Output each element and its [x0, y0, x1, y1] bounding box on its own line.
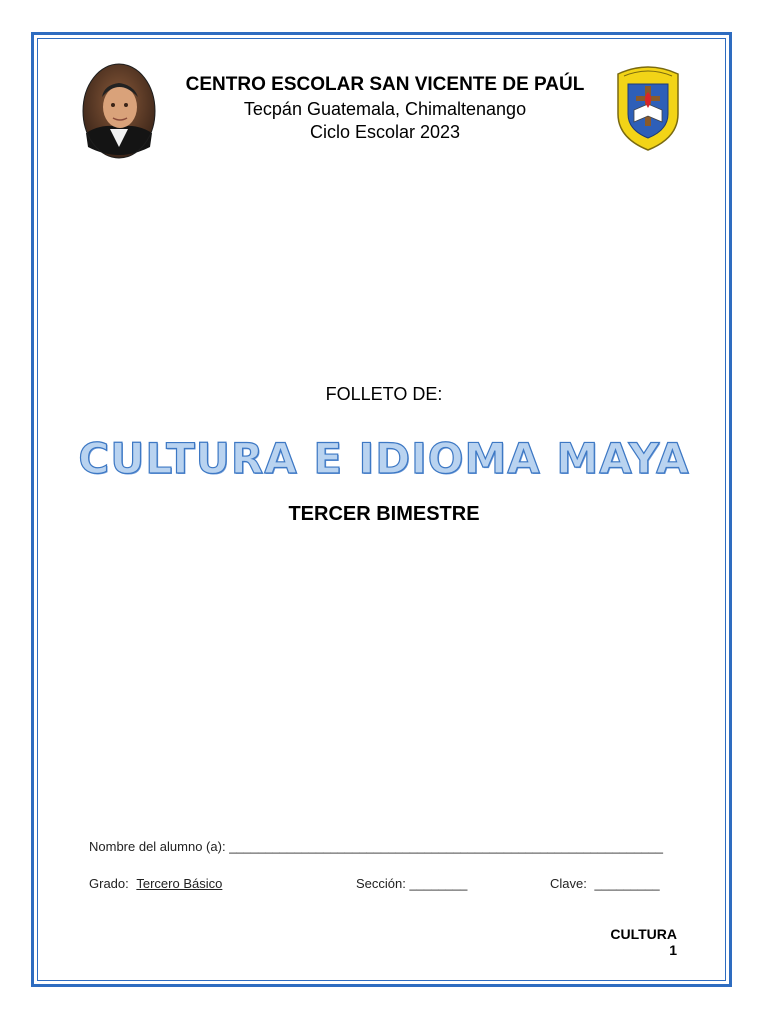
school-name: CENTRO ESCOLAR SAN VICENTE DE PAÚL: [185, 74, 585, 95]
school-location: Tecpán Guatemala, Chimaltenango: [243, 99, 527, 119]
student-name-blank: ____________________________________________________________: [229, 839, 663, 854]
footer-subject: CULTURA: [610, 926, 677, 942]
page-number: 1: [669, 942, 677, 958]
key-field: [550, 876, 660, 891]
key-label: Clave:: [550, 876, 587, 891]
section-label: Sección:: [356, 876, 406, 891]
page-footer: [610, 926, 677, 958]
student-name-label: Nombre del alumno (a):: [89, 839, 226, 854]
key-blank: _________: [594, 876, 660, 891]
period-title: TERCER BIMESTRE: [288, 503, 480, 525]
school-year: Ciclo Escolar 2023: [309, 122, 461, 142]
portrait-image: [82, 63, 156, 159]
grade-value: Tercero Básico: [136, 876, 223, 891]
grade-field: [89, 876, 222, 891]
section-blank: ________: [409, 876, 468, 891]
booklet-label: FOLLETO DE:: [325, 384, 443, 404]
school-crest-image: [612, 62, 684, 152]
section-field: [356, 876, 467, 891]
student-name-field: [89, 839, 663, 854]
subject-title: CULTURA E IDIOMA MAYA: [78, 434, 690, 483]
grade-label: Grado:: [89, 876, 129, 891]
